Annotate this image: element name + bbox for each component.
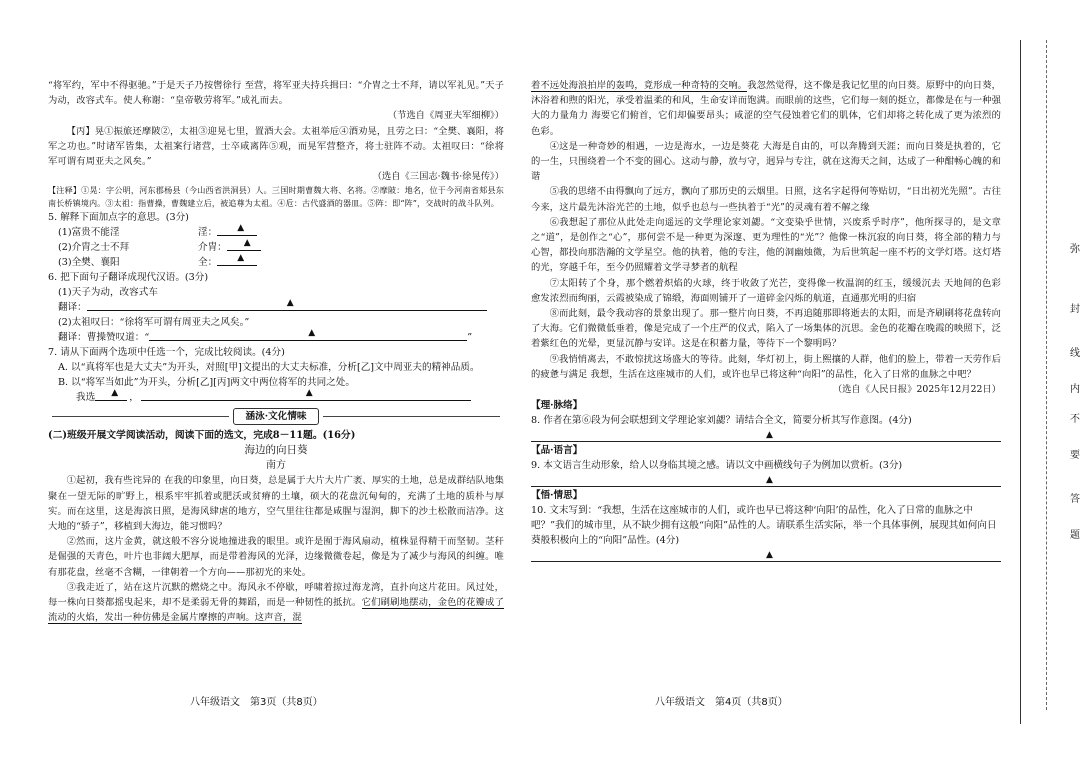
paragraph-1: ①起初，我有些诧异的 在我的印象里，向日葵，总是属于大片大片广袤、厚实的土地，总是成群结队地集聚在一望无际的旷野上，根系牢牢抓着或肥沃或贫瘠的土壤，硕大的花盘沉甸甸的，充满了土地的质朴与厚实。而在这里，这是海滨日照，是海风肆虐的地方，空气里往往都是咸腥与湿润，脚下的沙土松散而洁净。这大地的“骄子”，移植到大海边，能习惯吗？ <box>48 475 504 533</box>
q6-item-1: (1)天子为动，改容式车 <box>58 287 158 299</box>
banner-label: 涵泳·文化情味 <box>233 408 320 425</box>
seal-char: 封 <box>1070 304 1080 315</box>
q7-choose: 我选 ▲ ， ▲ <box>48 390 504 405</box>
seal-char: 不 <box>1070 414 1080 425</box>
paragraph-9: ⑨我悄悄离去，不敢惊扰这场盛大的等待。此刻，华灯初上，街上熙攘的人群，他们的脸上，带着一天劳作后的疲惫与满足 我想，生活在这座城市的人们，或许也早已将这种“向阳”的品性，化入了日常的血脉之中吧？ <box>531 353 1001 380</box>
right-page <box>525 0 1007 764</box>
tag-thought: 【悟·情思】 <box>531 490 583 502</box>
underlined-sentence: 它们刷刷地摆动，金色的花瓣成了流动的火焰，发出一种仿佛是金属片摩擦的声响。这声音，混 <box>48 597 504 624</box>
annotation: 【注释】①晃：字公明，河东郡杨县（今山西省洪洞县）人。三国时期曹魏大将、名将。②摩陂：地名，位于今河南省郏县东南长桥镇境内。③太祖：指曹操，曹魏建立后，被追尊为太祖。④卮：古代盛酒的器皿。⑤阵：即“阵”，交战时的战斗队列。 <box>48 185 504 209</box>
paragraph-6: ⑥我想起了那位从此处走向遥远的文学理论家刘勰。“文变染乎世情，兴废系乎时序”，他所探寻的，是文章之“道”，是创作之“心”，那何尝不是一种更为深邃、更为理性的“光”？他像一株沉寂的向日葵，将全部的精力与心智，都投向那浩瀚的文学星空。他的执着，他的专注，他的洞幽烛微，为后世筑起一座不朽的文学灯塔。这灯塔的光，穿越千年，至今仍照耀着文学寻梦者的航程 <box>531 216 1001 274</box>
paragraph-7: ⑦太阳转了个身，那个燃着炽焰的火球，终于收敛了光芒，变得像一枚温润的红玉，缓缓沉去 天地间的色彩愈发浓烈而绚丽，云霞被染成了锦缎，海面则铺开了一道碎金闪烁的航道，直通那光明的归宿 <box>531 277 1001 304</box>
question-5: 5. 解释下面加点字的意思。(3分) <box>48 212 189 224</box>
page-footer-right: 八年级语文 第4页（共8页） <box>655 697 788 708</box>
q6-translate-2: 翻译：曹操赞叹道：“ ▲ ” <box>58 328 473 344</box>
paragraph-3: ③我走近了，站在这片沉默的燃烧之中。海风永不停歇，呼啸着掠过海龙湾，直扑向这片花田。风过处，每一株向日葵都摇曳起来，却不是柔弱无骨的舞蹈，而是一种韧性的抵抗。它们刷刷地摆动，金色的花瓣成了流动的火焰，发出一种仿佛是金属片摩擦的声响。这声音，混 <box>48 581 504 624</box>
q7-option-a: A. 以“真将军也是大丈夫”为开头，对照[甲]文提出的大丈夫标准，分析[乙]文中周亚夫的精神品质。 <box>58 362 480 374</box>
question-8: 8. 作者在第⑥段为何会联想到文学理论家刘勰？请结合全文，简要分析其写作意图。(4分) <box>531 415 912 427</box>
seal-char: 答 <box>1070 494 1080 505</box>
tag-language: 【品·语言】 <box>531 445 583 457</box>
left-column <box>48 78 504 625</box>
paragraph-8: ⑧而此刻，最令我动容的景象出现了。那一整片向日葵，不再追随那即将逝去的太阳，而是齐刷刷将花盘转向了大海。它们微微低垂着，像是完成了一个庄严的仪式，陷入了一场集体的沉思。金色的花瓣在晚霞的映照下，泛着紫红色的光晕，更显沉静与安详。这是在积蓄力量，等待下一个黎明吗？ <box>531 308 1001 350</box>
passage-yi-end: “将军约，军中不得驱驰。”于是天子乃按辔徐行 至营，将军亚夫持兵揖曰：“介胄之士不拜，请以军礼见。”天子为动，改容式车。使人称谢：“皇帝敬劳将军。”成礼而去。 <box>48 80 504 107</box>
seal-char: 题 <box>1070 530 1080 541</box>
answer-blank[interactable]: ▲ <box>87 300 487 311</box>
passage-bing: 【丙】晃①振旅还摩陂②，太祖③迎晃七里，置酒大会。太祖举卮④酒劝晃，且劳之曰：“全樊、襄阳，将军之功也。”时诸军皆集，太祖案行诸营，士卒咸离阵⑤观，而晃军营整齐，将士驻阵不动。太祖叹曰：“徐将军可谓有周亚夫之风矣。” <box>48 125 504 168</box>
paragraph-5: ⑤我的思绪不由得飘向了远方，飘向了那历史的云烟里。日照，这名字起得何等贴切，“日出初光先照”。古往今来，这片最先沐浴光芒的土地，似乎也总与一些执着于“光”的灵魂有着不解之缘 <box>531 186 1001 213</box>
question-9: 9. 本文语言生动形象，给人以身临其境之感。请以文中画横线句子为例加以赏析。(3分) <box>531 460 903 472</box>
page-footer-left: 八年级语文 第3页（共8页） <box>190 697 323 708</box>
section-banner <box>48 408 504 425</box>
q6-item-2: (2)太祖叹曰：“徐将军可谓有周亚夫之风矣。” <box>58 317 250 329</box>
question-7: 7. 请从下面两个选项中任选一个，完成比较阅读。(4分) <box>48 347 285 359</box>
q5-item-3: (3)全樊、襄阳 全： ▲ <box>48 255 504 270</box>
answer-blank[interactable]: ▲ <box>149 330 467 341</box>
article-source: （选自《人民日报》2025年12月22日） <box>832 384 1001 396</box>
binding-line <box>1020 40 1021 724</box>
source-yi: （节选自《周亚夫军细柳》） <box>387 110 504 122</box>
seal-char: 弥 <box>1070 244 1080 255</box>
q7-option-b: B. 以“将军当如此”为开头，分析[乙][丙]两文中两位将军的共同之处。 <box>58 377 355 389</box>
binding-dash-line <box>1046 40 1047 710</box>
section-2-title: (二)班级开展文学阅读活动，阅读下面的选文，完成8－11题。(16分) <box>48 430 356 442</box>
seal-char: 内 <box>1070 384 1080 395</box>
right-column <box>531 78 1001 564</box>
q9-answer-line[interactable]: ▲ <box>531 473 1001 487</box>
choice-blank[interactable]: ▲ <box>95 390 127 401</box>
paragraph-4: ④这是一种奇妙的相遇，一边是海水，一边是葵花 大海是自由的，可以奔腾到天涯；而向日葵是执着的，它的一生，只围绕着一个不变的圆心。这动与静，放与守，迥异与专注，就在这海天之间，达成了一种酣畅心魄的和谐 <box>531 140 1001 183</box>
article-title: 海边的向日葵 <box>244 444 308 457</box>
seal-char: 线 <box>1070 348 1080 359</box>
paragraph-3-cont: 着不远处海浪拍岸的轰鸣，竟形成一种奇特的交响。我忽然觉得，这不像是我记忆里的向日葵。原野中的向日葵，沐浴着和煦的阳光，承受着温柔的和风，生命安详而饱满。而眼前的这些，它们每一刻的挺立，都像是在与一种强大的力量角力 海要它们俯首，它们却偏要昂头；咸涩的空气侵蚀着它们的肌体，它们却将之转化成了更为浓烈的色彩。 <box>531 80 1001 137</box>
left-page <box>0 0 520 764</box>
tag-structure: 【理·脉络】 <box>531 400 583 412</box>
answer-blank[interactable]: ▲ <box>217 255 257 266</box>
q5-item-2: (2)介胄之士不拜 介胄： ▲ <box>48 240 504 255</box>
article-author: 南方 <box>266 460 286 472</box>
q5-item-1: (1)富贵不能淫 淫： ▲ <box>48 225 504 240</box>
source-bing: （选自《三国志·魏书·徐晃传》） <box>372 171 504 183</box>
answer-blank[interactable]: ▲ <box>227 240 261 251</box>
answer-blank[interactable]: ▲ <box>141 390 471 401</box>
answer-blank[interactable]: ▲ <box>217 225 257 236</box>
question-6: 6. 把下面句子翻译成现代汉语。(3分) <box>48 272 209 284</box>
seal-char: 要 <box>1070 450 1080 461</box>
paragraph-2: ②然而，这片金黄，就这般不容分说地撞进我的眼里。或许是囿于海风扇动，植株显得精干而坚韧。茎秆是倔强的天青色，叶片也非阔大肥厚，而是带着海风的光泽，边缘微微卷起，像是为了减少与海风的纠缠。唯有那花盘，丝毫不含糊，一律朝着一个方向——那初光的来处。 <box>48 536 504 578</box>
binding-margin <box>1016 0 1080 764</box>
q8-answer-line[interactable]: ▲ <box>531 428 1001 442</box>
q10-answer-line[interactable]: ▲ <box>531 548 1001 562</box>
q6-translate-1: 翻译： ▲ <box>48 300 504 315</box>
question-10: 10. 文末写到：“我想，生活在这座城市的人们，或许也早已将这种‘向阳’的品性，化入了日常的血脉之中吧？”我们的城市里，从不缺少拥有这般“向阳”品性的人。请联系生活实际，举一个具体事例，展现其如何向日葵般积极向上的“向阳”品性。(4分) <box>531 505 997 547</box>
underlined-sentence-end: 着不远处海浪拍岸的轰鸣，竟形成一种奇特的交响。 <box>531 80 748 91</box>
